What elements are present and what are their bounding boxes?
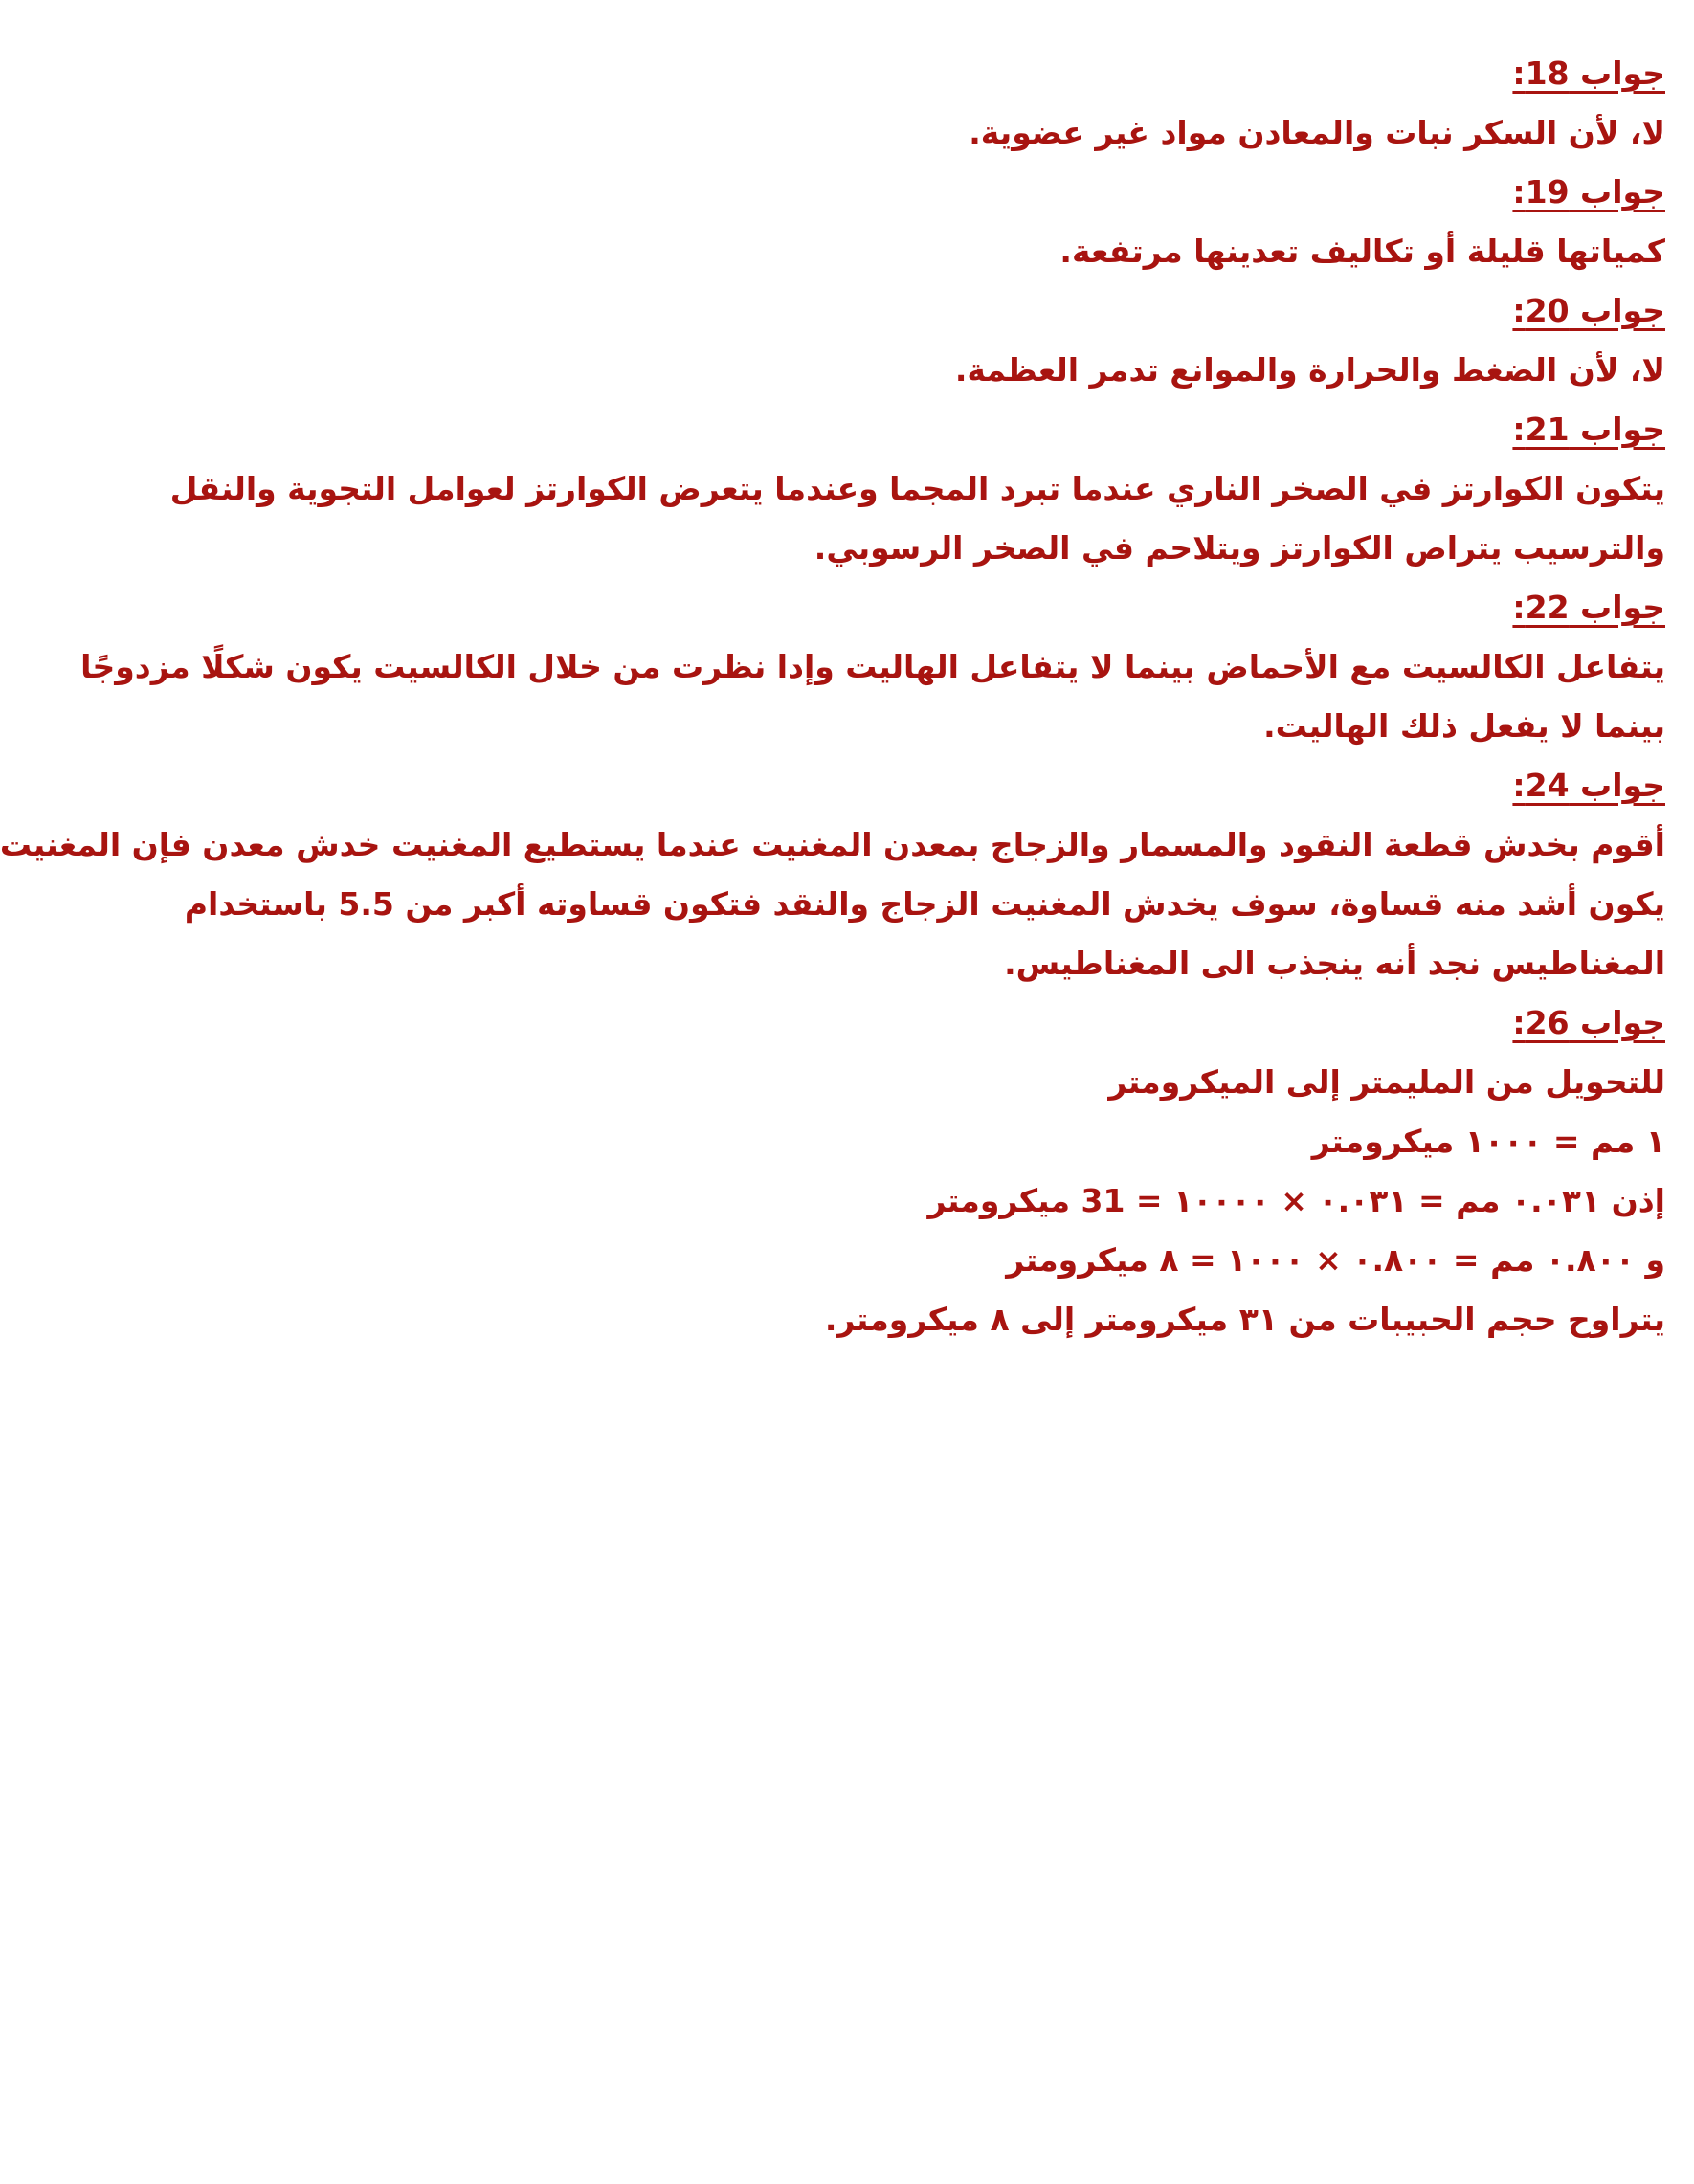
answer-section (91, 44, 1665, 163)
answer-line: للتحويل من المليمتر إلى الميكرومتر (1108, 1063, 1665, 1101)
answer-line: يتفاعل الكالسيت مع الأحماض بينما لا يتفاعل الهاليت وإدا نظرت من خلال الكالسيت يكون شكلًا مزدوجًا (80, 648, 1665, 685)
answer-heading: جواب 24: (1512, 767, 1665, 804)
answer-line: ١ مم = ١٠٠٠ ميكرومتر (1311, 1123, 1665, 1160)
answer-heading: جواب 18: (1512, 55, 1665, 92)
answer-line: يتكون الكوارتز في الصخر الناري عندما تبرد المجما وعندما يتعرض الكوارتز لعوامل التجوية والنقل (169, 470, 1665, 507)
answer-line: يتراوح حجم الحبيبات من ٣١ ميكرومتر إلى ٨ ميكرومتر. (824, 1301, 1665, 1338)
answer-section (91, 993, 1665, 1349)
answer-section (91, 400, 1665, 578)
answer-section (80, 578, 1665, 756)
answer-section (91, 163, 1665, 281)
answer-heading: جواب 19: (1512, 173, 1665, 211)
answer-line: لا، لأن السكر نبات والمعادن مواد غير عضوية. (969, 114, 1665, 151)
answer-section (91, 281, 1665, 400)
answer-heading: جواب 22: (1512, 589, 1665, 626)
answer-line: والترسيب يتراص الكوارتز ويتلاحم في الصخر الرسوبي. (814, 529, 1665, 567)
answer-line: إذن ٠.٠٣١ مم = ٠.٠٣١ × ١٠٠٠٠ = 31 ميكرومتر (927, 1182, 1665, 1219)
answer-heading: جواب 20: (1512, 292, 1665, 329)
answer-line: المغناطيس نجد أنه ينجذب الى المغناطيس. (1004, 945, 1665, 982)
answer-heading: جواب 26: (1512, 1004, 1665, 1041)
answer-section (0, 756, 1665, 993)
answer-line: أقوم بخدش قطعة النقود والمسمار والزجاج بمعدن المغنيت عندما يستطيع المغنيت خدش معدن فإن المغنيت (0, 826, 1665, 863)
answer-heading: جواب 21: (1512, 411, 1665, 448)
answer-line: و ٠.٨٠٠ مم = ٠.٨٠٠ × ١٠٠٠ = ٨ ميكرومتر (1006, 1241, 1665, 1279)
answer-line: بينما لا يفعل ذلك الهاليت. (1263, 707, 1665, 745)
answer-line: يكون أشد منه قساوة، سوف يخدش المغنيت الزجاج والنقد فتكون قساوته أكبر من 5.5 باستخدام (184, 885, 1665, 923)
answer-line: كمياتها قليلة أو تكاليف تعدينها مرتفعة. (1059, 233, 1665, 270)
answer-line: لا، لأن الضغط والحرارة والموانع تدمر العظمة. (954, 351, 1665, 389)
